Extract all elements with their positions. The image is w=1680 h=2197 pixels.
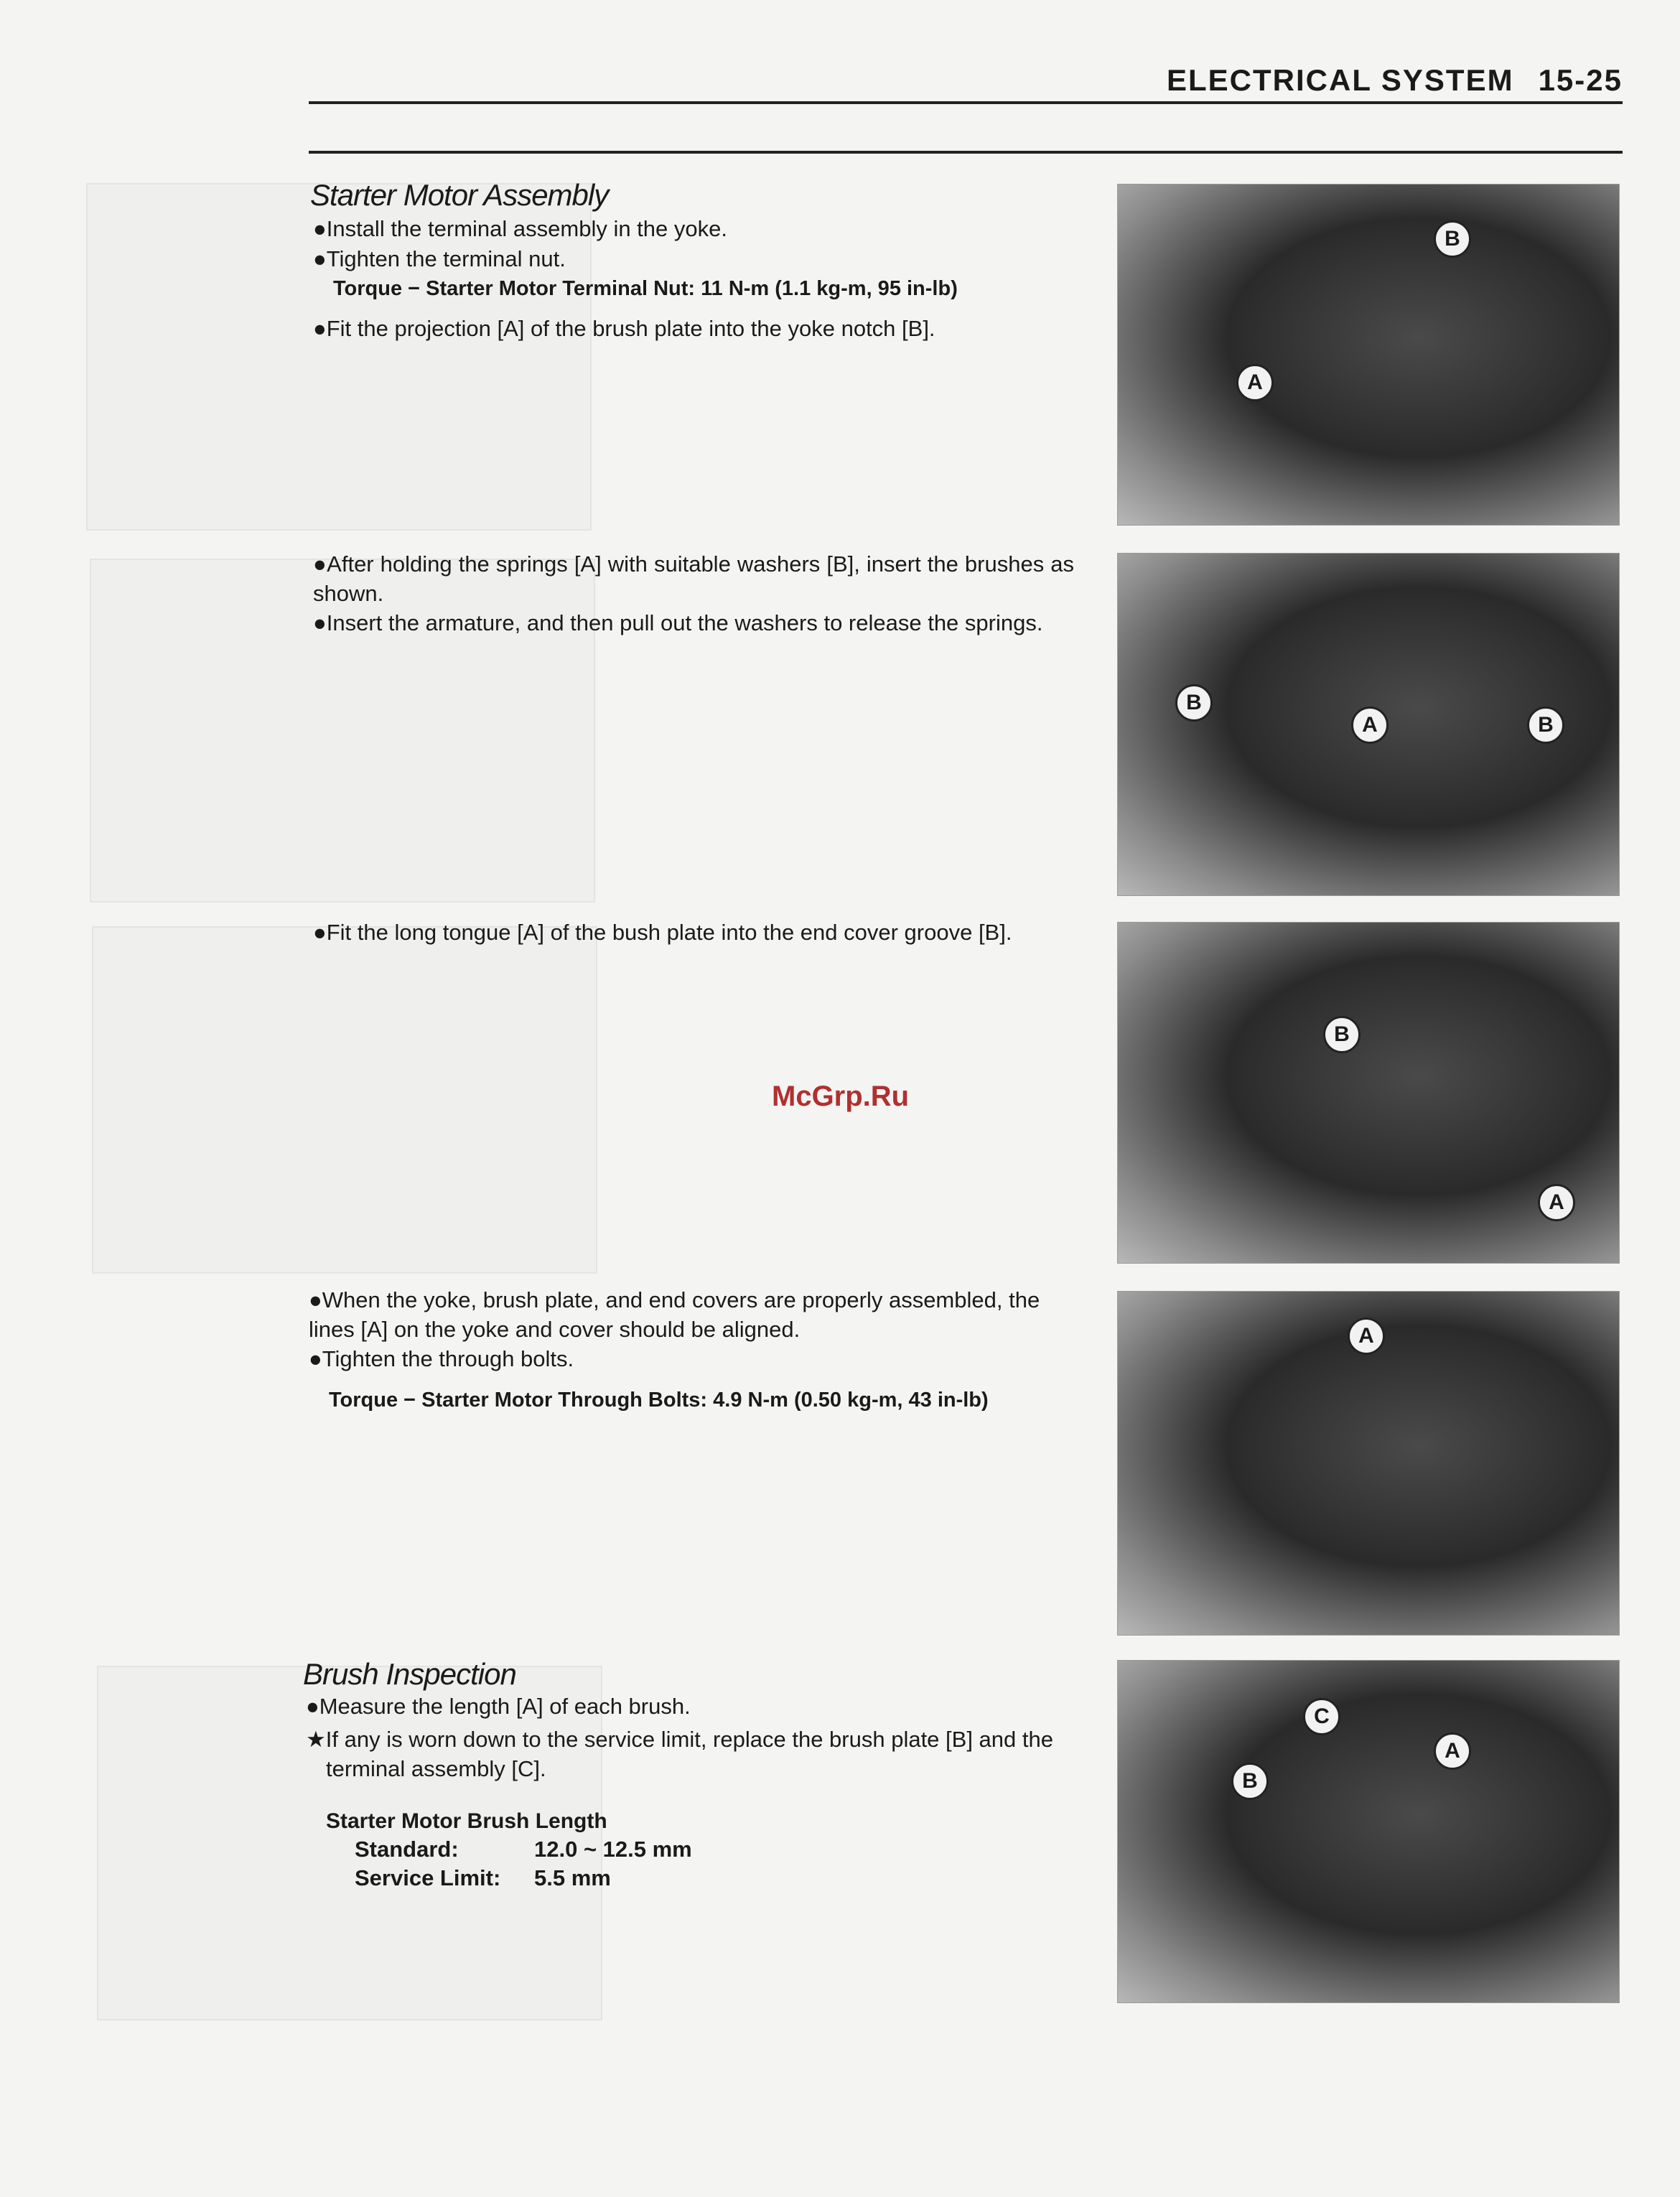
- callout-b: B: [1434, 220, 1471, 258]
- watermark: McGrp.Ru: [772, 1081, 910, 1112]
- photo-assembled-motor: [1117, 1291, 1620, 1636]
- step: ●After holding the springs [A] with suitable washers [B], insert the brushes as shown.: [313, 551, 1074, 606]
- spec-title: Starter Motor Brush Length: [326, 1809, 607, 1833]
- callout-a: A: [1236, 364, 1274, 401]
- step: ●Insert the armature, and then pull out the washers to release the springs.: [313, 610, 1043, 635]
- spec-value: 12.0 ~ 12.5 mm: [534, 1837, 692, 1862]
- step: ●Tighten the through bolts.: [309, 1346, 574, 1371]
- header-rule-2: [309, 151, 1623, 154]
- spec-label: Standard:: [355, 1837, 459, 1862]
- step: ●Tighten the terminal nut.: [313, 246, 566, 271]
- callout-a: A: [1348, 1317, 1385, 1355]
- spec-value: 5.5 mm: [534, 1865, 611, 1890]
- spec-table: [355, 1835, 692, 1893]
- photo-brush-inspection: [1117, 1660, 1620, 2003]
- section-title: ELECTRICAL SYSTEM: [1166, 63, 1514, 97]
- spec-label: Service Limit:: [355, 1865, 501, 1890]
- step: ●Fit the projection [A] of the brush plate into the yoke notch [B].: [313, 316, 935, 341]
- callout-b: B: [1175, 684, 1213, 722]
- callout-b: B: [1231, 1763, 1269, 1800]
- callout-a: A: [1538, 1184, 1575, 1221]
- step: ●Install the terminal assembly in the yoke.: [313, 216, 727, 241]
- torque-spec: Torque − Starter Motor Terminal Nut: 11 N-m (1.1 kg-m, 95 in-lb): [333, 277, 958, 300]
- section-heading: Starter Motor Assembly: [310, 178, 609, 212]
- callout-c: C: [1303, 1698, 1340, 1735]
- step: ●When the yoke, brush plate, and end covers are properly assembled, the lines [A] on the yoke and cover should be aligned.: [309, 1287, 1040, 1342]
- photo-brushes-springs: [1117, 553, 1620, 896]
- photo-brush-plate-in-yoke: [1117, 184, 1620, 526]
- step: ★If any is worn down to the service limit, replace the brush plate [B] and the terminal assembly [C].: [306, 1727, 1053, 1781]
- step: ●Fit the long tongue [A] of the bush plate into the end cover groove [B].: [313, 920, 1012, 945]
- header-rule: [309, 101, 1623, 104]
- page-header: [1167, 63, 1623, 98]
- section-heading: Brush Inspection: [303, 1657, 516, 1691]
- torque-spec: Torque − Starter Motor Through Bolts: 4.9 N-m (0.50 kg-m, 43 in-lb): [329, 1389, 989, 1412]
- photo-end-cover: [1117, 922, 1620, 1264]
- callout-b: B: [1323, 1016, 1361, 1053]
- page-number: 15-25: [1538, 63, 1623, 97]
- callout-a: A: [1434, 1732, 1471, 1770]
- callout-a: A: [1351, 706, 1389, 744]
- bleedthrough-figure: [92, 926, 597, 1274]
- step: ●Measure the length [A] of each brush.: [306, 1694, 691, 1719]
- callout-b: B: [1527, 706, 1564, 744]
